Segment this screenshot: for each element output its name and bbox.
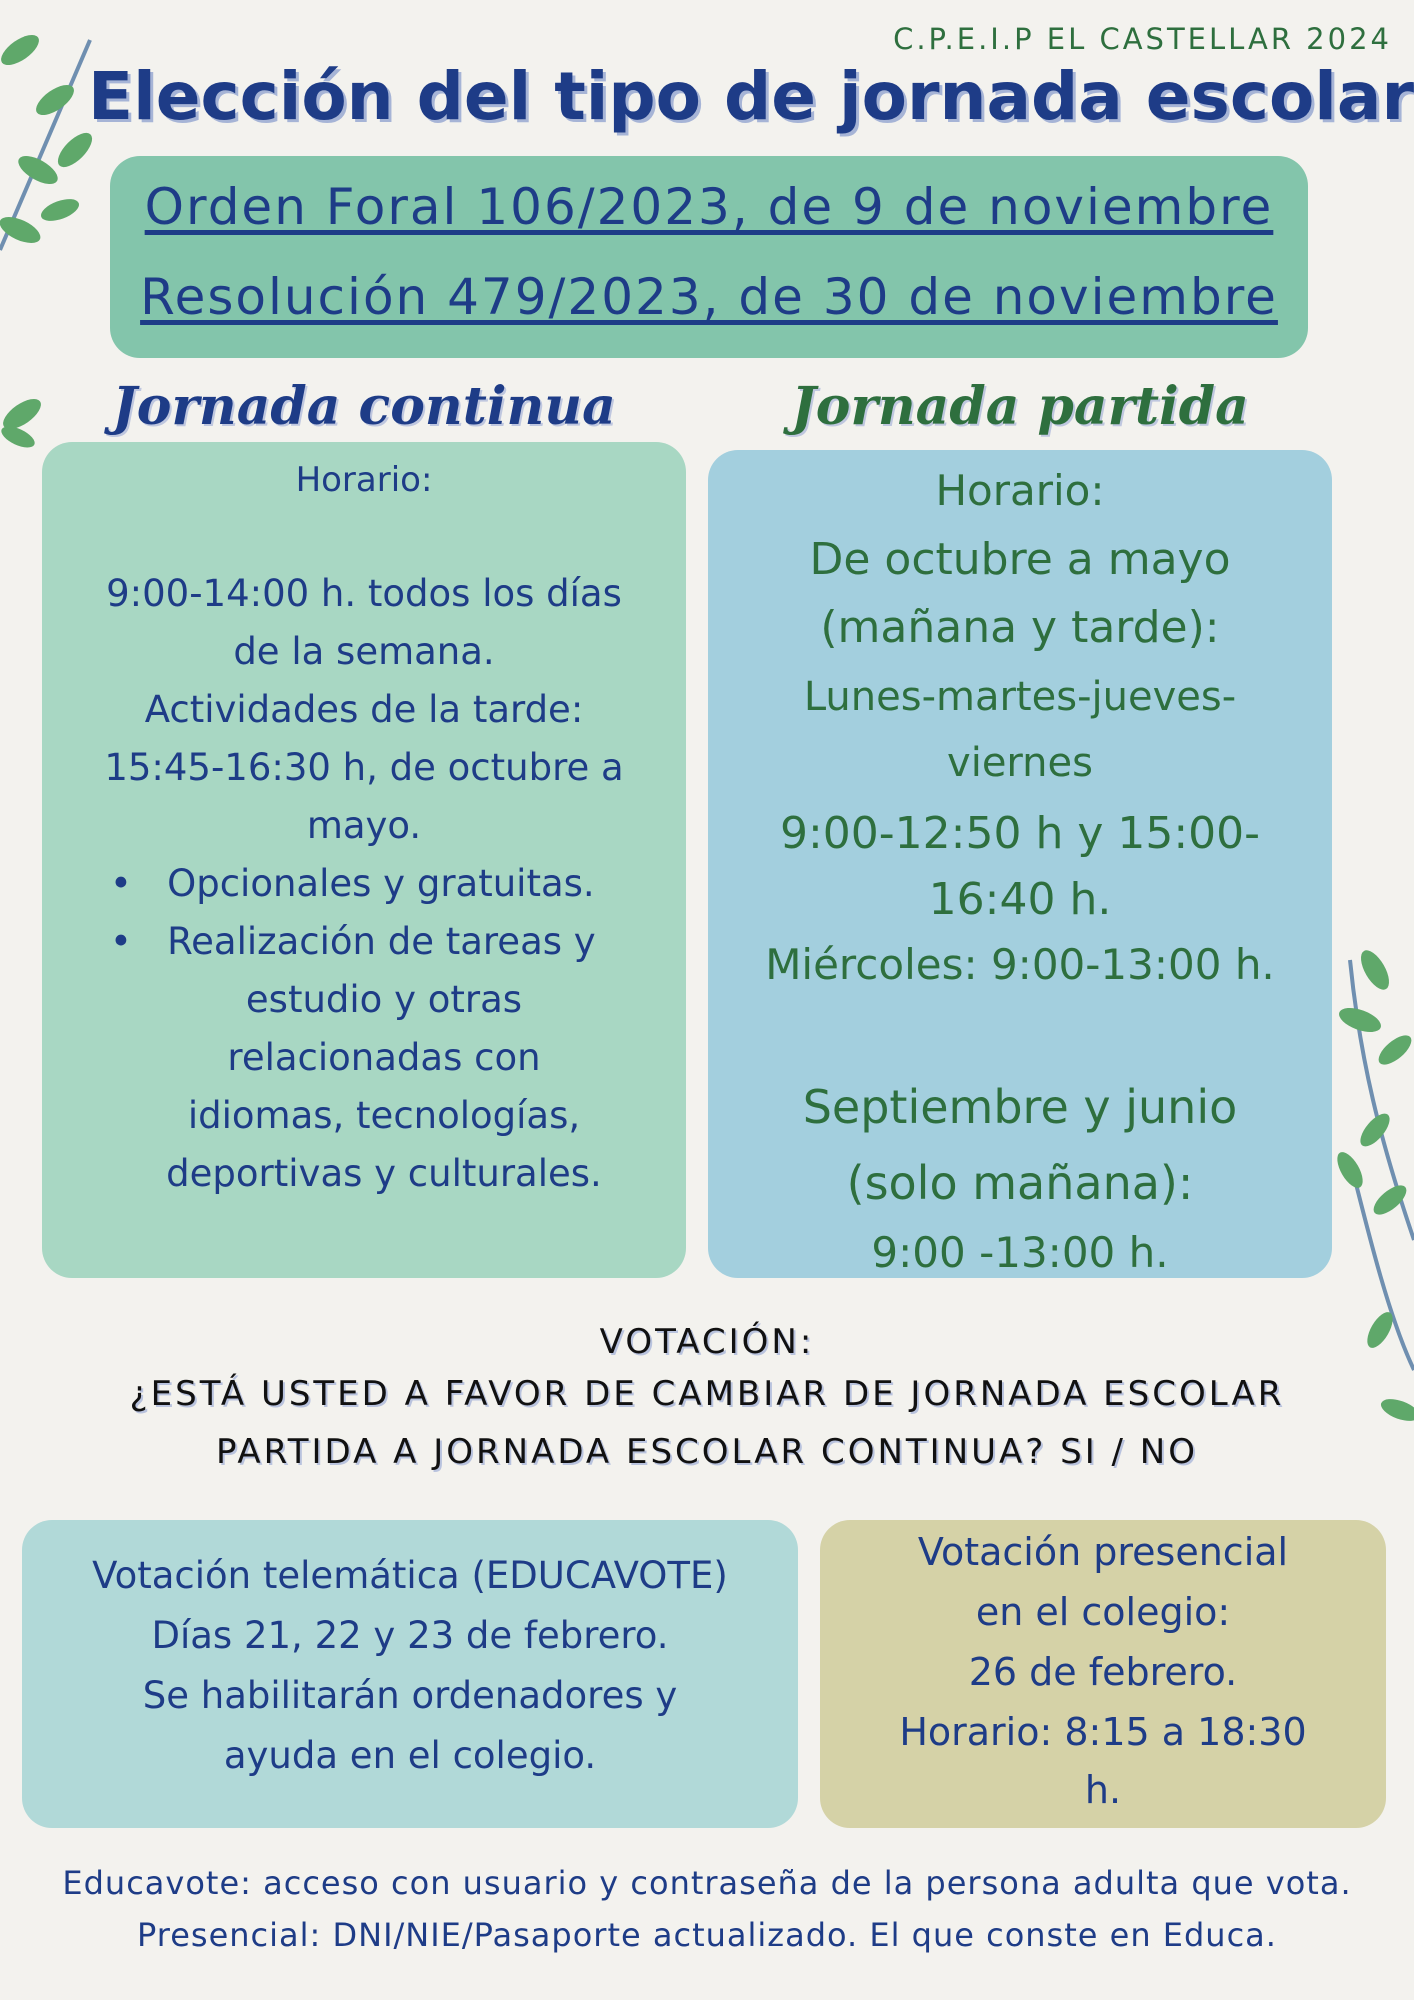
continua-horario-label: Horario: (295, 460, 433, 500)
continua-afternoon-line-3: mayo. (306, 804, 422, 847)
heading-jornada-partida: Jornada partida (791, 376, 1249, 437)
partida-horario-label: Horario: (935, 466, 1105, 515)
continua-bullet-2-line-3: relacionadas con (227, 1036, 541, 1079)
continua-bullet-2-line-2: estudio y otras (245, 978, 523, 1021)
vote-label: VOTACIÓN: (599, 1322, 815, 1362)
partida-period-line-1: De octubre a mayo (809, 534, 1231, 585)
partida-summer-line-3: 9:00 -13:00 h. (871, 1228, 1169, 1277)
telematic-vote-box (22, 1520, 798, 1828)
vote-question-line-1: ¿ESTÁ USTED A FAVOR DE CAMBIAR DE JORNADA ESCOLAR (129, 1374, 1285, 1414)
page-title: Elección del tipo de jornada escolar (88, 58, 1414, 135)
telematic-line-3: Se habilitarán ordenadores y (142, 1674, 678, 1717)
heading-jornada-continua: Jornada continua (112, 376, 616, 437)
presencial-line-1: Votación presencial (917, 1530, 1289, 1574)
continua-afternoon-line-2: 15:45-16:30 h, de octubre a (104, 746, 624, 789)
presencial-line-5: h. (1084, 1768, 1122, 1812)
continua-schedule-line-2: de la semana. (233, 630, 495, 673)
continua-afternoon-line-1: Actividades de la tarde: (144, 688, 584, 731)
regulation-order-link[interactable]: Orden Foral 106/2023, de 9 de noviembre (144, 178, 1274, 236)
partida-summer-line-1: Septiembre y junio (802, 1080, 1238, 1134)
vote-question-line-2: PARTIDA A JORNADA ESCOLAR CONTINUA? SI / NO (215, 1432, 1199, 1472)
school-name: C.P.E.I.P EL CASTELLAR 2024 (893, 22, 1392, 56)
bullet-icon: • (110, 920, 168, 963)
continua-bullet-1 (110, 862, 595, 905)
continua-bullet-2-text: Realización de tareas y (167, 920, 596, 963)
presencial-line-4: Horario: 8:15 a 18:30 (899, 1710, 1307, 1754)
leaf-branch-icon (0, 0, 110, 300)
partida-box (708, 450, 1332, 1278)
presencial-line-2: en el colegio: (975, 1590, 1231, 1634)
regulation-resolution-link[interactable]: Resolución 479/2023, de 30 de noviembre (140, 268, 1278, 326)
presencial-vote-box (820, 1520, 1386, 1828)
continua-box (42, 442, 686, 1278)
telematic-line-2: Días 21, 22 y 23 de febrero. (151, 1614, 669, 1657)
bullet-icon: • (110, 862, 168, 905)
footer-line-1: Educavote: acceso con usuario y contraseña de la persona adulta que vota. (62, 1864, 1352, 1902)
partida-hours-line-1: 9:00-12:50 h y 15:00- (779, 808, 1261, 859)
presencial-line-3: 26 de febrero. (968, 1650, 1238, 1694)
continua-bullet-2 (110, 920, 596, 963)
leaf-branch-top-left (0, 0, 110, 300)
continua-bullet-1-text: Opcionales y gratuitas. (167, 862, 595, 905)
footer-line-2: Presencial: DNI/NIE/Pasaporte actualizado. El que conste en Educa. (137, 1916, 1277, 1954)
partida-days-line-2: viernes (947, 740, 1093, 786)
telematic-line-4: ayuda en el colegio. (223, 1734, 597, 1777)
partida-wednesday: Miércoles: 9:00-13:00 h. (765, 940, 1275, 989)
continua-schedule-line-1: 9:00-14:00 h. todos los días (106, 572, 622, 615)
partida-hours-line-2: 16:40 h. (928, 874, 1112, 925)
continua-bullet-2-line-4: idiomas, tecnologías, (187, 1094, 581, 1137)
telematic-line-1: Votación telemática (EDUCAVOTE) (92, 1554, 728, 1597)
continua-bullet-2-line-5: deportivas y culturales. (166, 1152, 602, 1195)
partida-period-line-2: (mañana y tarde): (820, 602, 1220, 653)
partida-summer-line-2: (solo mañana): (846, 1156, 1194, 1210)
regulations-box (110, 156, 1308, 358)
partida-days-line-1: Lunes-martes-jueves- (803, 674, 1237, 720)
